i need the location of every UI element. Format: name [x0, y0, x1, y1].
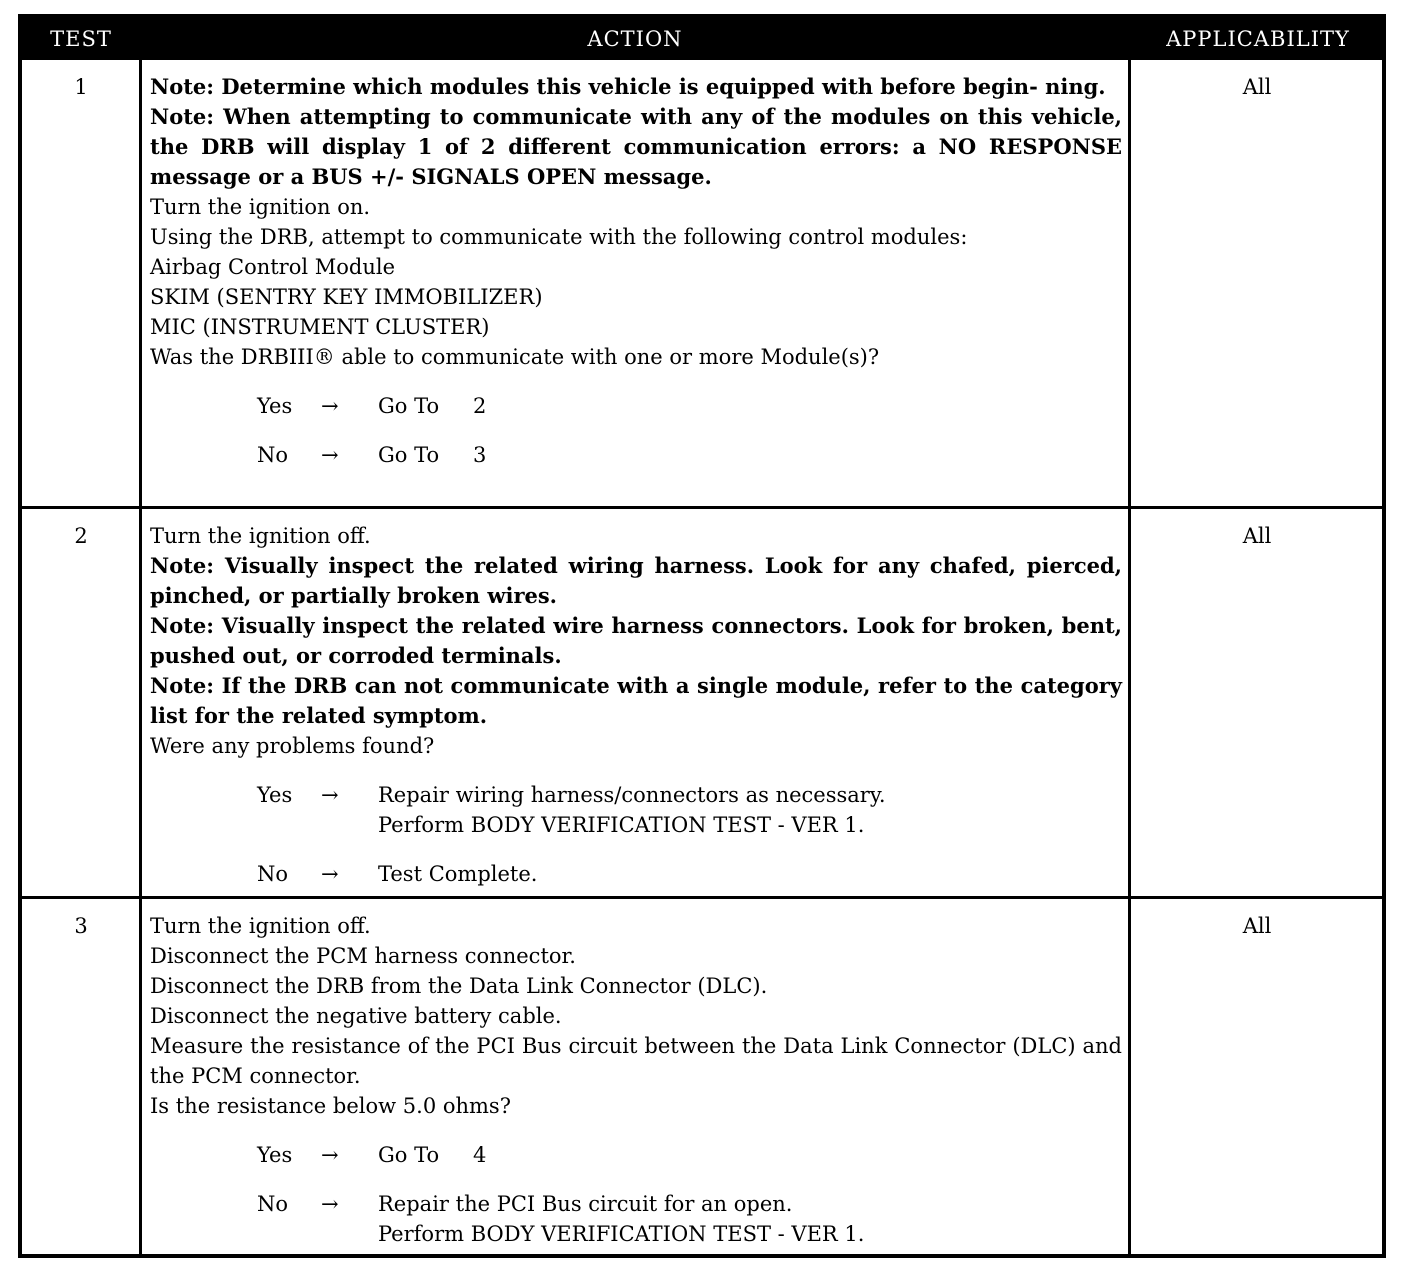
action-step: Turn the ignition off.	[150, 524, 371, 548]
goto-label: Go To	[378, 443, 440, 467]
arrow-icon: →	[321, 1143, 339, 1167]
table-row-1	[22, 60, 1382, 506]
test-number: 2	[74, 524, 88, 548]
action-note: Note: Determine which modules this vehicle is equipped with before begin- ning.	[150, 74, 1106, 99]
action-step: Turn the ignition on.	[150, 195, 371, 219]
goto-target: 2	[473, 394, 487, 418]
answer-step: Repair the PCI Bus circuit for an open.	[378, 1192, 793, 1216]
header-test: TEST	[22, 18, 140, 60]
action-step: Disconnect the negative battery cable.	[150, 1004, 562, 1028]
action-note: Note: Visually inspect the related wire harness connectors. Look for broken, bent, pushed out, or corroded terminals.	[150, 613, 1122, 668]
action-step: MIC (INSTRUMENT CLUSTER)	[150, 315, 490, 339]
header-action: ACTION	[140, 18, 1130, 60]
goto-label: Go To	[378, 394, 440, 418]
action-step: Disconnect the PCM harness connector.	[150, 944, 576, 968]
answer-label: No	[257, 1192, 289, 1216]
arrow-icon: →	[321, 862, 339, 886]
action-note: Note: When attempting to communicate with any of the modules on this vehicle, the DRB will display 1 of 2 different communication errors: a NO RESPONSE message or a BUS +/- SIGNALS OPEN message.	[150, 104, 1122, 189]
header-applicability: APPLICABILITY	[1130, 18, 1386, 60]
answer-yes	[150, 1140, 1122, 1170]
action-question: Were any problems found?	[150, 734, 435, 758]
arrow-icon: →	[321, 1192, 339, 1216]
table-row-3	[22, 899, 1382, 1254]
action-note: Note: Visually inspect the related wiring harness. Look for any chafed, pierced, pinched, or partially broken wires.	[150, 553, 1122, 608]
applicability-value: All	[1242, 524, 1272, 548]
answer-yes	[150, 391, 1122, 421]
action-question: Is the resistance below 5.0 ohms?	[150, 1094, 511, 1118]
goto-target: 3	[473, 443, 487, 467]
action-cell	[150, 911, 1122, 1249]
diagnostic-table	[18, 14, 1386, 1258]
answer-label: No	[257, 862, 289, 886]
answer-step: Perform BODY VERIFICATION TEST - VER 1.	[378, 1222, 865, 1246]
test-number: 1	[74, 75, 88, 99]
answer-label: No	[257, 443, 289, 467]
applicability-value: All	[1242, 914, 1272, 938]
goto-target: 4	[473, 1143, 487, 1167]
action-cell	[150, 521, 1122, 889]
action-step: SKIM (SENTRY KEY IMMOBILIZER)	[150, 285, 543, 309]
answer-no	[150, 440, 1122, 470]
answer-label: Yes	[257, 394, 293, 418]
answer-no	[150, 1189, 1122, 1249]
answer-no	[150, 859, 1122, 889]
answer-yes	[150, 780, 1122, 840]
goto-label: Go To	[378, 1143, 440, 1167]
action-step: Airbag Control Module	[150, 255, 396, 279]
answer-label: Yes	[257, 783, 293, 807]
table-row-2	[22, 509, 1382, 896]
applicability-value: All	[1242, 75, 1272, 99]
action-note: Note: If the DRB can not communicate with a single module, refer to the category list for the related symptom.	[150, 673, 1122, 728]
answer-label: Yes	[257, 1143, 293, 1167]
action-step: Turn the ignition off.	[150, 914, 371, 938]
answer-step: Test Complete.	[378, 862, 538, 886]
action-step: Measure the resistance of the PCI Bus circuit between the Data Link Connector (DLC) and the PCM connector.	[150, 1034, 1122, 1088]
action-cell	[150, 72, 1122, 470]
arrow-icon: →	[321, 783, 339, 807]
test-number: 3	[74, 914, 88, 938]
answer-step: Repair wiring harness/connectors as necessary.	[378, 783, 886, 807]
action-question: Was the DRBIII® able to communicate with one or more Module(s)?	[150, 345, 880, 369]
answer-step: Perform BODY VERIFICATION TEST - VER 1.	[378, 813, 865, 837]
action-step: Disconnect the DRB from the Data Link Connector (DLC).	[150, 974, 768, 998]
arrow-icon: →	[321, 443, 339, 467]
arrow-icon: →	[321, 394, 339, 418]
action-step: Using the DRB, attempt to communicate with the following control modules:	[150, 225, 968, 249]
